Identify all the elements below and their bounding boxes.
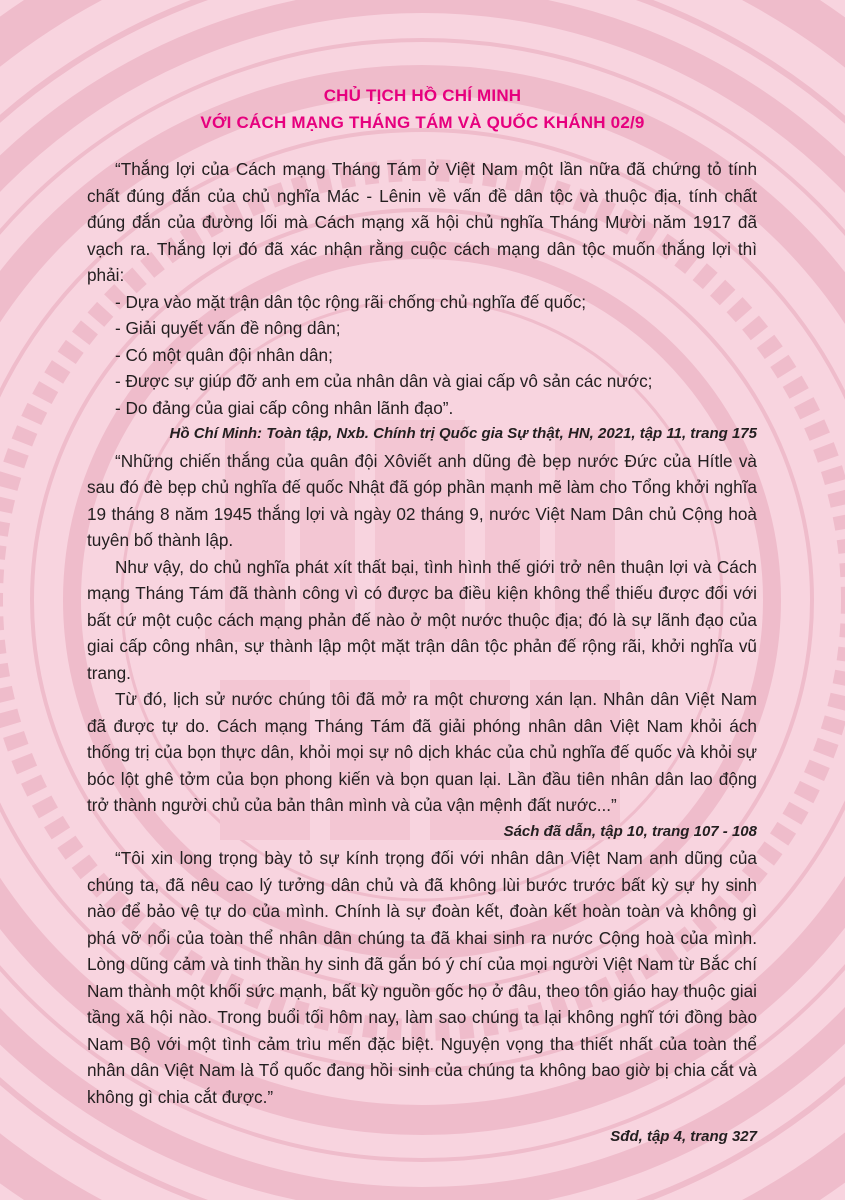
quote-3-paragraph: “Tôi xin long trọng bày tỏ sự kính trọng đối với nhân dân Việt Nam anh dũng của chúng ta, đã nêu cao lý tưởng dân chủ và đã không lùi bước trước bất kỳ sự hy sinh nào để bảo vệ tự do của mình. Chính là sự đoàn kết, đoàn kết hoàn toàn và không gì phá vỡ nổi của toàn thể nhân dân chúng ta đã khai sinh ra nước Cộng hoà của mình. Lòng dũng cảm và tinh thần hy sinh đã gắn bó ý chí của mọi người Việt Nam từ Bắc chí Nam thành một khối sức mạnh, bất kỳ nguồn gốc họ ở đâu, theo tôn giáo hay thuộc giai tầng xã hội nào. Trong buổi tối hôm nay, làm sao chúng ta lại không nghĩ tới đồng bào Nam Bộ với một tình cảm trìu mến đặc biệt. Nguyện vọng tha thiết nhất của toàn thể nhân dân Việt Nam là Tổ quốc đang hồi sinh của chúng ta không bao giờ bị chia cắt và không gì chia cắt được.”: [87, 848, 757, 1107]
page-title-line-1: CHỦ TỊCH HỒ CHÍ MINH: [323, 86, 522, 105]
quote-1-source: Hồ Chí Minh: Toàn tập, Nxb. Chính trị Quốc gia Sự thật, HN, 2021, tập 11, trang 175: [169, 425, 757, 442]
quote-2-paragraph: Từ đó, lịch sử nước chúng tôi đã mở ra một chương xán lạn. Nhân dân Việt Nam đã được tự do. Cách mạng Tháng Tám đã giải phóng nhân dân Việt Nam khỏi ách thống trị của bọn thực dân, khỏi mọi sự nô dịch khác của chủ nghĩa đế quốc và khỏi sự bóc lột ghê tởm của bọn phong kiến và bọn quan lại. Lần đầu tiên nhân dân lao động trở thành người chủ của bản thân mình và của vận mệnh đất nước...”: [87, 689, 757, 815]
quote-1-list-item: - Giải quyết vấn đề nông dân;: [115, 318, 341, 338]
document-body: [87, 156, 757, 1151]
page-title-line-2: VỚI CÁCH MẠNG THÁNG TÁM VÀ QUỐC KHÁNH 02/9: [200, 113, 645, 132]
quote-2-paragraph: “Những chiến thắng của quân đội Xôviết anh dũng đè bẹp nước Đức của Hítle và sau đó đè bẹp chủ nghĩa đế quốc Nhật đã góp phần mạnh mẽ làm cho Tổng khởi nghĩa 19 tháng 8 năm 1945 thắng lợi và ngày 02 tháng 9, nước Việt Nam Dân chủ Cộng hoà tuyên bố thành lập.: [87, 450, 757, 550]
quote-1-intro: “Thắng lợi của Cách mạng Tháng Tám ở Việt Nam một lần nữa đã chứng tỏ tính chất đúng đắn của chủ nghĩa Mác - Lênin về vấn đề dân tộc và thuộc địa, tính chất đúng đắn của đường lối mà Cách mạng xã hội chủ nghĩa Tháng Mười năm 1917 đã vạch ra. Thắng lợi đó đã xác nhận rằng cuộc cách mạng dân tộc muốn thắng lợi thì phải:: [87, 159, 757, 285]
quote-1-list-item: - Có một quân đội nhân dân;: [115, 344, 333, 365]
quote-2-source: Sách đã dẫn, tập 10, trang 107 - 108: [503, 822, 757, 840]
quote-1-list-item: - Do đảng của giai cấp công nhân lãnh đạo”.: [115, 397, 454, 418]
quote-2-paragraph: Như vậy, do chủ nghĩa phát xít thất bại, tình hình thế giới trở nên thuận lợi và Cách mạng Tháng Tám đã thành công vì có được ba điều kiện không thể thiếu được đối với bất cứ một cuộc cách mạng phản đế nào ở một nước thuộc địa; đó là sự lãnh đạo của giai cấp công nhân, sự thành lập một mặt trận dân tộc phản đế rộng rãi, khởi nghĩa vũ trang.: [87, 556, 757, 683]
quote-3-source: Sđd, tập 4, trang 327: [610, 1128, 757, 1145]
quote-1-list-item: - Được sự giúp đỡ anh em của nhân dân và giai cấp vô sản các nước;: [115, 371, 653, 391]
quote-1-list-item: - Dựa vào mặt trận dân tộc rộng rãi chống chủ nghĩa đế quốc;: [115, 291, 587, 312]
